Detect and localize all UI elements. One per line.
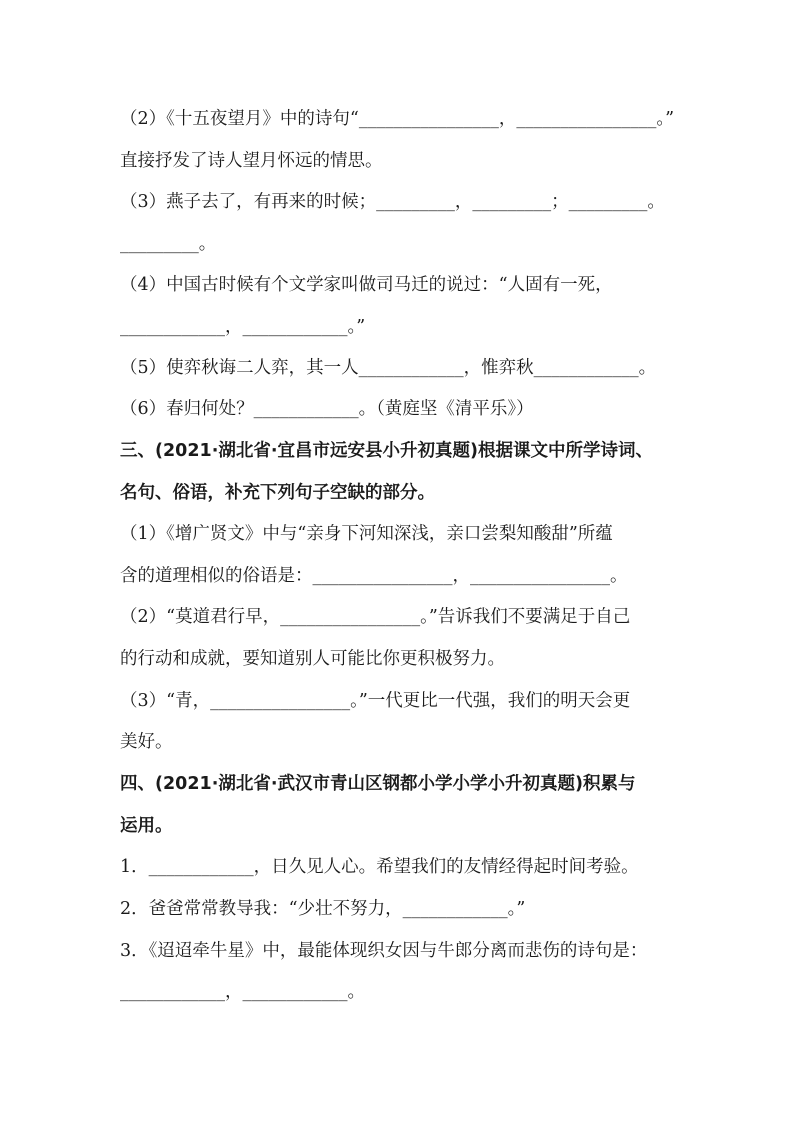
s3-q3-line1: （3）“青，________________。”一代更比一代强，我们的明天会更 [120,691,631,711]
s3-q3-line2: 美好。 [120,732,173,752]
s2-q2-line1: （2）《十五夜望月》中的诗句“________________，________________。” [120,109,675,129]
s4-item2: 2．爸爸常常教导我：“少壮不努力，____________。” [120,899,526,919]
s4-heading-line1: 四、(2021·湖北省·武汉市青山区钢都小学小学小升初真题)积累与 [120,774,636,794]
s2-q3-line2: _________。 [120,234,217,254]
s4-item3-line2: ____________，____________。 [120,982,365,1002]
s3-q2-line1: （2）“莫道君行早，________________。”告诉我们不要满足于自己 [120,607,631,627]
s3-q1-line2: 含的道理相似的俗语是：________________，________________。 [120,566,628,586]
s2-q4-line2: ____________，____________。” [120,317,366,337]
s2-q3-line1: （3）燕子去了，有再来的时候；_________，_________；_________。 [120,192,665,212]
s3-heading-line2: 名句、俗语，补充下列句子空缺的部分。 [120,483,435,503]
s3-q1-line1: （1）《增广贤文》中与“亲身下河知深浅，亲口尝梨知酸甜”所蕴 [120,524,613,544]
s4-heading-line2: 运用。 [120,816,173,836]
s2-q2-line2: 直接抒发了诗人望月怀远的情思。 [120,151,383,171]
s2-q6-line: （6）春归何处？____________。（黄庭坚《清平乐》） [120,399,534,419]
s4-item3-line1: 3．《迢迢牵牛星》中，最能体现织女因与牛郎分离而悲伤的诗句是： [120,941,648,961]
s3-q2-line2: 的行动和成就，要知道别人可能比你更积极努力。 [120,649,505,669]
s4-item1: 1．____________，日久见人心。希望我们的友情经得起时间考验。 [120,857,639,877]
s2-q4-line1: （4）中国古时候有个文学家叫做司马迁的说过：“人固有一死， [120,275,613,295]
s2-q5-line: （5）使弈秋诲二人弈，其一人____________，惟弈秋____________。 [120,358,657,378]
s3-heading-line1: 三、(2021·湖北省·宜昌市远安县小升初真题)根据课文中所学诗词、 [120,441,653,461]
